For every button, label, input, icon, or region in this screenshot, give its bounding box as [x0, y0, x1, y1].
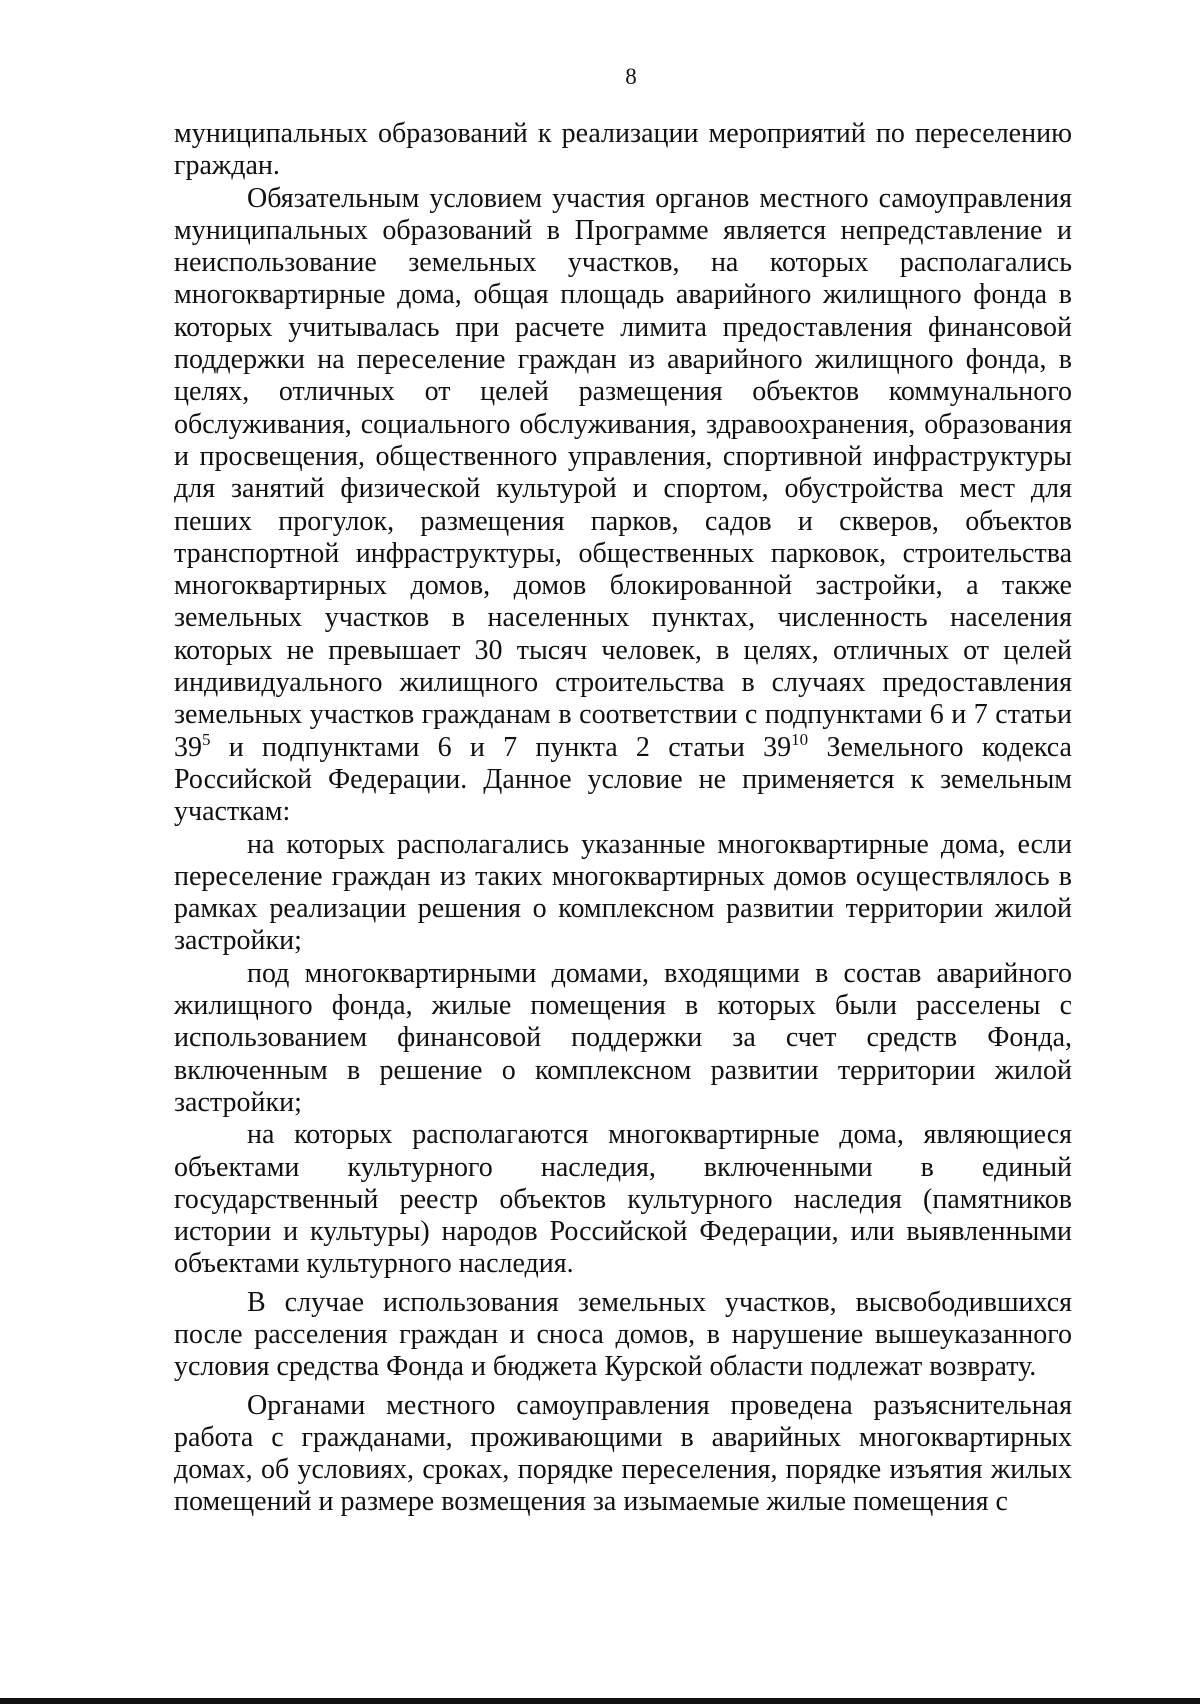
- paragraph-7: Органами местного самоуправления проведена разъяснительная работа с гражданами, проживающими в аварийных многоквартирных домах, об условиях, сроках, порядке переселения, порядке изъятия жилых помещений и размере возмещения за изымаемые жилые помещения с: [174, 1389, 1072, 1518]
- paragraph-2-text-b: и подпунктами 6 и 7 пункта 2 статьи 39: [210, 731, 792, 763]
- document-body: [174, 118, 1072, 1519]
- paragraph-1: муниципальных образований к реализации мероприятий по переселению граждан.: [174, 118, 1072, 182]
- paragraph-2-text-a: Обязательным условием участия органов местного самоуправления муниципальных образований в Программе является непредставление и неиспользование земельных участков, на которых располагались многоквартирные дома, общая площадь аварийного жилищного фонда в которых учитывалась при расчете лимита предоставления финансовой поддержки на переселение граждан из аварийного жилищного фонда, в целях, отличных от целей размещения объектов коммунального обслуживания, социального обслуживания, здравоохранения, образования и просвещения, общественного управления, спортивной инфраструктуры для занятий физической культурой и спортом, обустройства мест для пеших прогулок, размещения парков, садов и скверов, объектов транспортной инфраструктуры, общественных парковок, строительства многоквартирных домов, домов блокированной застройки, а также земельных участков в населенных пунктах, численность населения которых не превышает 30 тысяч человек, в целях, отличных от целей индивидуального жилищного строительства в случаях предоставления земельных участков гражданам в соответствии с подпунктами 6 и 7 статьи 39: [174, 182, 1072, 763]
- scan-edge-band: [0, 1698, 1200, 1704]
- paragraph-6: В случае использования земельных участков, высвободившихся после расселения граждан и сноса домов, в нарушение вышеуказанного условия средства Фонда и бюджета Курской области подлежат возврату.: [174, 1286, 1072, 1383]
- paragraph-2-text-c: Земельного кодекса Российской Федерации. Данное условие не применяется к земельным участкам:: [174, 731, 1072, 828]
- paragraph-3: на которых располагались указанные многоквартирные дома, если переселение граждан из таких многоквартирных домов осуществлялось в рамках реализации решения о комплексном развитии территории жилой застройки;: [174, 828, 1072, 957]
- page-number: 8: [625, 64, 637, 89]
- paragraph-4: под многоквартирными домами, входящими в состав аварийного жилищного фонда, жилые помещения в которых были расселены с использованием финансовой поддержки за счет средств Фонда, включенным в решение о комплексном развитии территории жилой застройки;: [174, 957, 1072, 1118]
- paragraph-5: на которых располагаются многоквартирные дома, являющиеся объектами культурного наследия, включенными в единый государственный реестр объектов культурного наследия (памятников истории и культуры) народов Российской Федерации, или выявленными объектами культурного наследия.: [174, 1119, 1072, 1280]
- superscript-article-39-10: 10: [791, 729, 809, 749]
- paragraph-2: [174, 183, 1072, 829]
- superscript-article-39-5: 5: [202, 729, 211, 749]
